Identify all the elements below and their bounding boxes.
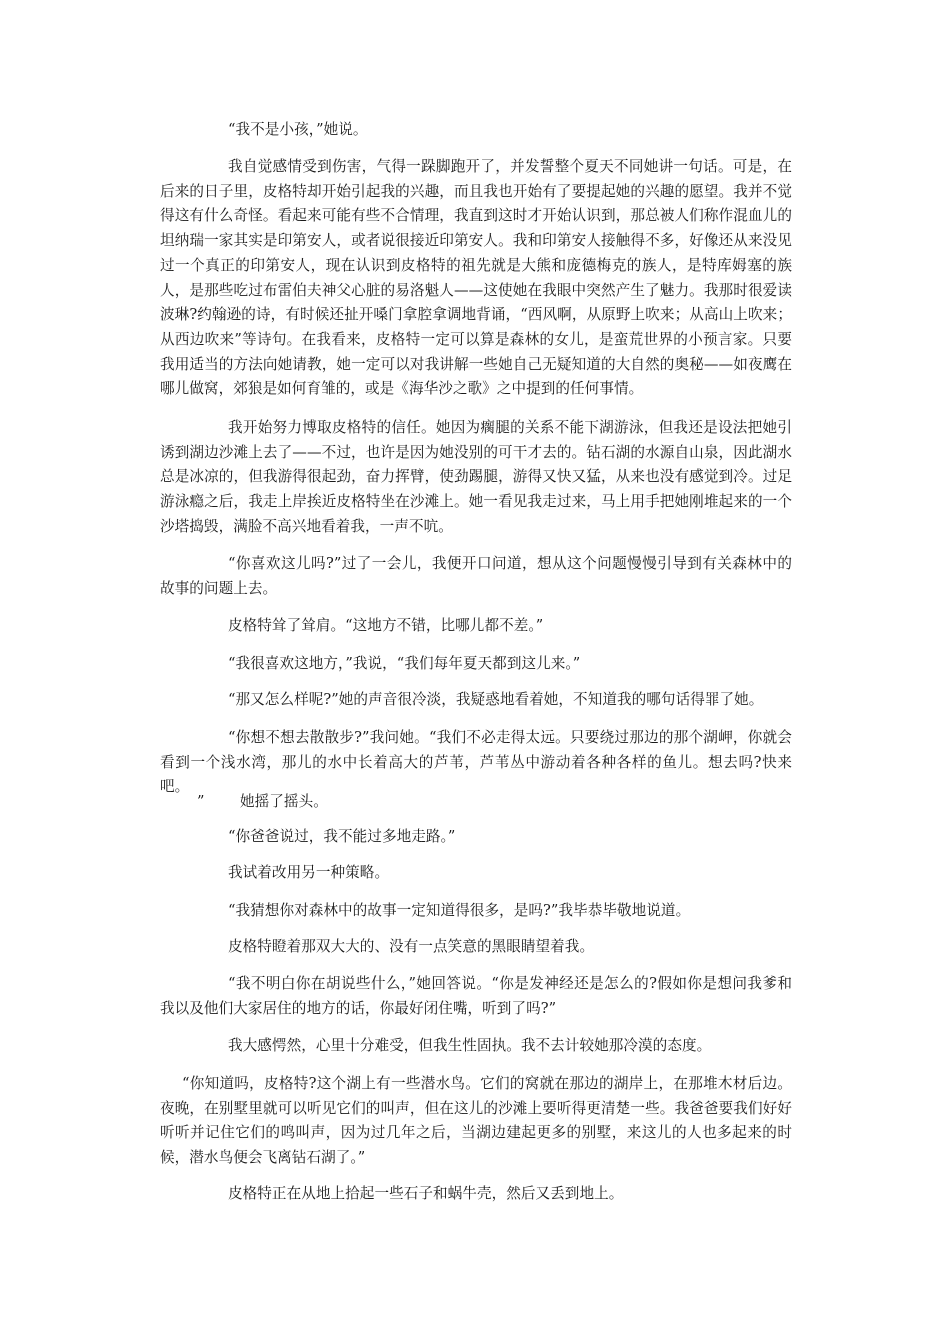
paragraph-11: 我试着改用另一种策略。 xyxy=(228,864,390,881)
paragraph-3: 我开始努力博取皮格特的信任。她因为瘸腿的关系不能下湖游泳，但我还是设法把她引诱到湖边沙滩上去了——不过，也许是因为她没别的可干才去的。钻石湖的水源自山泉，因此湖水总是冰凉的，但我游得很起劲，奋力挥臂，使劲踢腿，游得又快又猛，从来也没有感觉到冷。过足游泳瘾之后，我走上岸挨近皮格特坐在沙滩上。她一看见我走过来，马上用手把她刚堆起来的一个沙塔捣毁，满脸不高兴地看着我，一声不吭。 xyxy=(160,419,792,535)
paragraph-7: “那又怎么样呢?”她的声音很冷淡，我疑惑地看着她，不知道我的哪句话得罪了她。 xyxy=(228,691,764,708)
paragraph-12: “我猜想你对森林中的故事一定知道得很多，是吗?”我毕恭毕敬地说道。 xyxy=(228,902,691,919)
paragraph-15: 我大感愕然，心里十分难受，但我生性固执。我不去计较她那冷漠的态度。 xyxy=(228,1037,712,1054)
paragraph-5: 皮格特耸了耸肩。“这地方不错，比哪儿都不差。” xyxy=(228,617,544,634)
paragraph-6: “我很喜欢这地方，”我说，“我们每年夏天都到这儿来。” xyxy=(228,655,581,672)
paragraph-8: “你想不想去散散步?”我问她。“我们不必走得太远。只要绕过那边的那个湖岬，你就会看到一个浅水湾，那儿的水中长着高大的芦苇，芦苇丛中游动着各种各样的鱼儿。想去吗?快来吧。 xyxy=(160,729,792,796)
paragraph-13: 皮格特瞪着那双大大的、没有一点笑意的黑眼睛望着我。 xyxy=(228,938,595,955)
paragraph-2: 我自觉感情受到伤害，气得一跺脚跑开了，并发誓整个夏天不同她讲一句话。可是，在后来的日子里，皮格特却开始引起我的兴趣，而且我也开始有了要提起她的兴趣的愿望。我并不觉得这有什么奇怪。看起来可能有些不合情理，我直到这时才开始认识到，那总被人们称作混血儿的坦纳瑞一家其实是印第安人，或者说很接近印第安人。我和印第安人接触得不多，好像还从来没见过一个真正的印第安人，现在认识到皮格特的祖先就是大熊和庞德梅克的族人，是特库姆塞的族人，是那些吃过布雷伯夫神父心脏的易洛魁人——这使她在我眼中突然产生了魅力。我那时很爱读波琳?约翰逊的诗，有时候还扯开嗓门拿腔拿调地背诵，“西风啊，从原野上吹来；从高山上吹来；从西边吹来”等诗句。在我看来，皮格特一定可以算是森林的女儿，是蛮荒世界的小预言家。只要我用适当的方法向她请教，她一定可以对我讲解一些她自己无疑知道的大自然的奥秘——如夜鹰在哪儿做窝，郊狼是如何育雏的，或是《海华沙之歌》之中提到的任何事情。 xyxy=(160,158,792,398)
paragraph-10: “你爸爸说过，我不能过多地走路。” xyxy=(228,828,456,845)
closing-quote-mark: ” xyxy=(197,793,205,810)
paragraph-4: “你喜欢这儿吗?”过了一会儿，我便开口问道，想从这个问题慢慢引导到有关森林中的故事的问题上去。 xyxy=(160,555,792,597)
paragraph-1: “我不是小孩，”她说。 xyxy=(228,121,368,138)
paragraph-14: “我不明白你在胡说些什么，”她回答说。“你是发神经还是怎么的?假如你是想问我爹和我以及他们大家居住的地方的话，你最好闭住嘴，听到了吗?” xyxy=(160,975,792,1017)
paragraph-16: “你知道吗，皮格特?这个湖上有一些潜水鸟。它们的窝就在那边的湖岸上，在那堆木材后边。夜晚，在别墅里就可以听见它们的叫声，但在这儿的沙滩上要听得更清楚一些。我爸爸要我们好好听听并记住它们的鸣叫声，因为过几年之后，当湖边建起更多的别墅，来这儿的人也多起来的时候，潜水鸟便会飞离钻石湖了。” xyxy=(160,1075,792,1167)
paragraph-17: 皮格特正在从地上拾起一些石子和蜗牛壳，然后又丢到地上。 xyxy=(228,1185,624,1202)
paragraph-9: 她摇了摇头。 xyxy=(240,793,328,810)
